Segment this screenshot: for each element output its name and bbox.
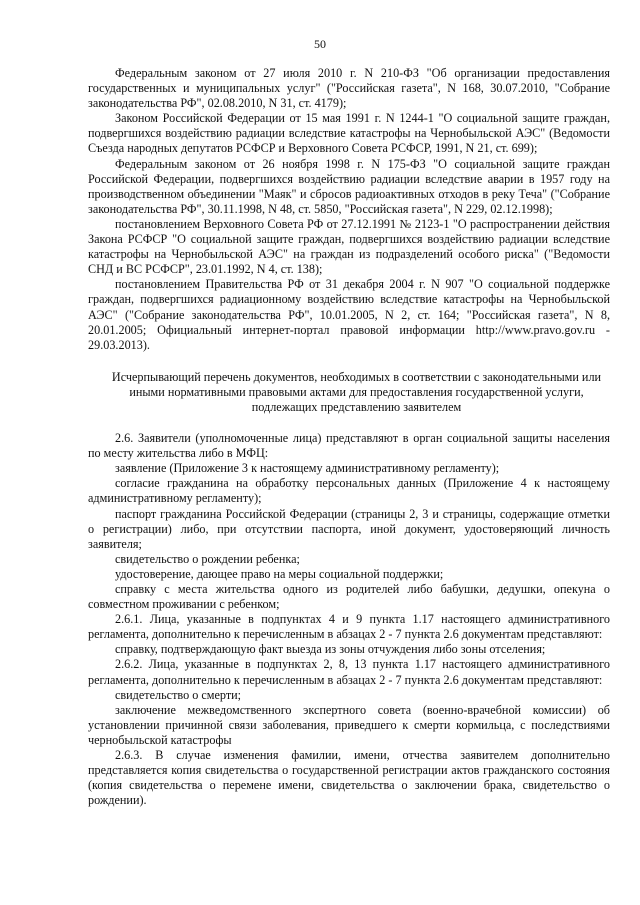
spacer	[88, 415, 610, 431]
ref-paragraph: Федеральным законом от 27 июля 2010 г. N 210-ФЗ "Об организации предоставления государственных и муниципальных услуг" ("Российская газета", N 168, 30.07.2010, "Собрание законодательства РФ", 02.08.2010, N 31, ст. 4179);	[88, 66, 610, 111]
doc-paragraph: заявление (Приложение 3 к настоящему административному регламенту);	[115, 461, 500, 476]
spacer	[88, 353, 610, 370]
doc-paragraph: 2.6.1. Лица, указанные в подпунктах 4 и 9 пункта 1.17 настоящего административного регламента, дополнительно к перечисленным в абзацах 2 - 7 пункта 2.6 документам представляют:	[88, 612, 610, 642]
doc-paragraph: паспорт гражданина Российской Федерации (страницы 2, 3 и страницы, содержащие отметки о регистрации) либо, при отсутствии паспорта, иной документ, удостоверяющий личность заявителя;	[88, 506, 610, 551]
ref-paragraph: постановлением Верховного Совета РФ от 27.12.1991 № 2123-1 "О распространении действия Закона РСФСР "О социальной защите граждан, подвергшихся воздействию радиации вследствие катастрофы на Чернобыльской АЭС" на граждан из подразделений особого риска" ("Ведомости СНД и ВС РСФСР", 23.01.1992, N 4, ст. 138);	[88, 216, 610, 277]
heading-line: Исчерпывающий перечень документов, необходимых в соответствии с законодательными или	[111, 369, 602, 384]
ref-paragraph: Федеральным законом от 26 ноября 1998 г. N 175-ФЗ "О социальной защите граждан Российской Федерации, подвергшихся воздействию радиации вследствие аварии в 1957 году на производственном объединении "Маяк" и сбросов радиоактивных отходов в реку Теча" ("Собрание законодательства РФ", 30.11.1998, N 48, ст. 5850, "Российская газета", N 229, 02.12.1998);	[88, 156, 610, 216]
doc-paragraph: 2.6.2. Лица, указанные в подпунктах 2, 8, 13 пункта 1.17 настоящего административного регламента, дополнительно к перечисленным в абзацах 2 - 7 пункта 2.6 документам представляют:	[88, 657, 610, 687]
heading-line: подлежащих представлению заявителем	[251, 399, 462, 414]
doc-paragraph: свидетельство о рождении ребенка;	[115, 551, 300, 566]
section-heading	[88, 370, 610, 415]
doc-paragraph: справку с места жительства одного из родителей либо бабушки, дедушки, опекуна о совместном проживании с ребенком;	[88, 582, 610, 612]
ref-paragraph: постановлением Правительства РФ от 31 декабря 2004 г. N 907 "О социальной поддержке граждан, подвергшихся радиационному воздействию вследствие катастрофы на Чернобыльской АЭС" ("Собрание законодательства РФ", 10.01.2005, N 2, ст. 164; "Российская газета", N 8, 20.01.2005; Официальный интернет-портал правовой информации http://www.pravo.gov.ru - 29.03.2013).	[88, 277, 610, 352]
doc-paragraph: удостоверение, дающее право на меры социальной поддержки;	[115, 566, 444, 581]
ref-paragraph: Законом Российской Федерации от 15 мая 1991 г. N 1244-1 "О социальной защите граждан, подвергшихся воздействию радиации вследствие катастрофы на Чернобыльской АЭС" (Ведомости Съезда народных депутатов РСФСР и Верховного Совета РСФСР, 1991, N 21, ст. 699);	[88, 111, 610, 156]
doc-paragraph: согласие гражданина на обработку персональных данных (Приложение 4 к настоящему административному регламенту);	[88, 476, 610, 506]
document-body	[88, 66, 610, 808]
page-number: 50	[314, 37, 326, 51]
heading-line: иными нормативными правовыми актами для предоставления государственной услуги,	[129, 384, 584, 399]
doc-paragraph: справку, подтверждающую факт выезда из зоны отчуждения либо зоны отселения;	[115, 642, 546, 657]
doc-paragraph: 2.6. Заявители (уполномоченные лица) представляют в орган социальной защиты населения по месту жительства либо в МФЦ:	[88, 431, 610, 461]
doc-paragraph: свидетельство о смерти;	[115, 687, 242, 702]
doc-paragraph: заключение межведомственного экспертного совета (военно-врачебной комиссии) об установлении причинной связи заболевания, приведшего к смерти кормильца, с последствиями чернобыльской катастрофы	[88, 702, 610, 747]
doc-paragraph: 2.6.3. В случае изменения фамилии, имени, отчества заявителем дополнительно представляется копия свидетельства о государственной регистрации актов гражданского состояния (копия свидетельства о перемене имени, свидетельства о заключении брака, свидетельство о рождении).	[88, 748, 610, 808]
